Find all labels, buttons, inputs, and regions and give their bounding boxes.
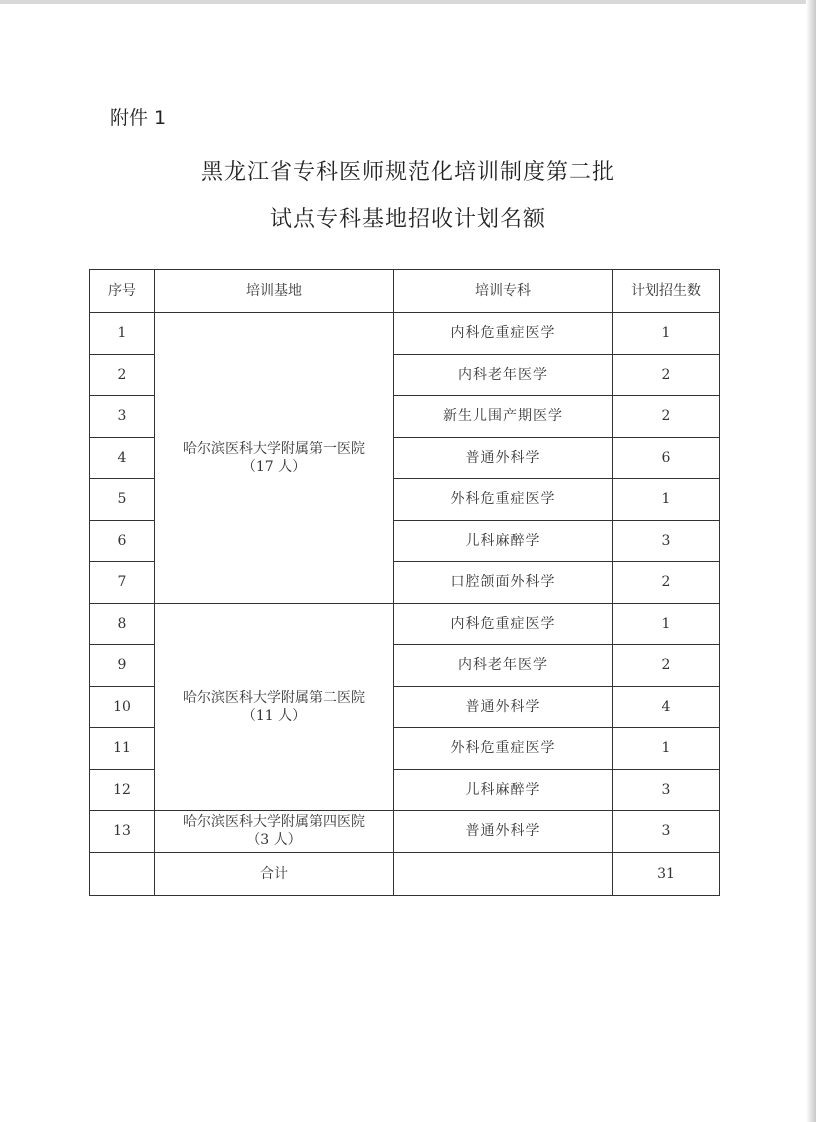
row-specialty: 内科老年医学	[394, 645, 613, 687]
row-quota: 1	[613, 603, 720, 645]
row-specialty: 外科危重症医学	[394, 479, 613, 521]
row-quota: 6	[613, 437, 720, 479]
row-no: 8	[90, 603, 155, 645]
row-quota: 1	[613, 728, 720, 770]
row-specialty: 儿科麻醉学	[394, 769, 613, 811]
row-no: 5	[90, 479, 155, 521]
row-quota: 2	[613, 396, 720, 438]
row-no: 4	[90, 437, 155, 479]
quota-table	[89, 269, 720, 896]
table-header-row	[90, 270, 720, 313]
base-count: （11 人）	[241, 707, 307, 724]
row-quota: 2	[613, 562, 720, 604]
table-row	[90, 603, 720, 645]
row-quota: 2	[613, 645, 720, 687]
row-no: 9	[90, 645, 155, 687]
base-cell-3	[155, 811, 394, 853]
row-specialty: 新生儿围产期医学	[394, 396, 613, 438]
base-name: 哈尔滨医科大学附属第二医院	[183, 689, 365, 706]
row-quota: 3	[613, 520, 720, 562]
row-specialty: 外科危重症医学	[394, 728, 613, 770]
row-no: 3	[90, 396, 155, 438]
table-row	[90, 313, 720, 355]
header-specialty: 培训专科	[394, 270, 613, 313]
total-label: 合计	[155, 852, 394, 895]
base-cell-1	[155, 313, 394, 604]
document-title-line1: 黑龙江省专科医师规范化培训制度第二批	[200, 160, 615, 185]
row-quota: 1	[613, 479, 720, 521]
row-quota: 1	[613, 313, 720, 355]
row-quota: 3	[613, 811, 720, 853]
row-no: 10	[90, 686, 155, 728]
row-specialty: 普通外科学	[394, 686, 613, 728]
row-specialty: 普通外科学	[394, 811, 613, 853]
row-quota: 4	[613, 686, 720, 728]
table-row	[90, 811, 720, 853]
document-title-line2: 试点专科基地招收计划名额	[269, 207, 546, 232]
attachment-label: 附件 1	[110, 107, 167, 129]
row-no: 2	[90, 354, 155, 396]
base-cell-2	[155, 603, 394, 811]
base-count: （17 人）	[241, 458, 307, 475]
scan-edge-top	[0, 0, 816, 4]
row-quota: 3	[613, 769, 720, 811]
total-row	[90, 852, 720, 895]
row-no: 1	[90, 313, 155, 355]
row-no: 12	[90, 769, 155, 811]
header-base: 培训基地	[155, 270, 394, 313]
total-specialty-cell	[394, 852, 613, 895]
row-no: 13	[90, 811, 155, 853]
base-count: （3 人）	[246, 832, 302, 849]
header-quota: 计划招生数	[613, 270, 720, 313]
base-name: 哈尔滨医科大学附属第四医院	[183, 814, 365, 831]
row-specialty: 普通外科学	[394, 437, 613, 479]
total-value: 31	[613, 852, 720, 895]
row-specialty: 内科危重症医学	[394, 313, 613, 355]
row-no: 7	[90, 562, 155, 604]
row-quota: 2	[613, 354, 720, 396]
base-name: 哈尔滨医科大学附属第一医院	[183, 440, 365, 457]
row-no: 6	[90, 520, 155, 562]
row-specialty: 儿科麻醉学	[394, 520, 613, 562]
row-specialty: 口腔颌面外科学	[394, 562, 613, 604]
header-no: 序号	[90, 270, 155, 313]
row-specialty: 内科危重症医学	[394, 603, 613, 645]
row-specialty: 内科老年医学	[394, 354, 613, 396]
row-no: 11	[90, 728, 155, 770]
total-no-cell	[90, 852, 155, 895]
